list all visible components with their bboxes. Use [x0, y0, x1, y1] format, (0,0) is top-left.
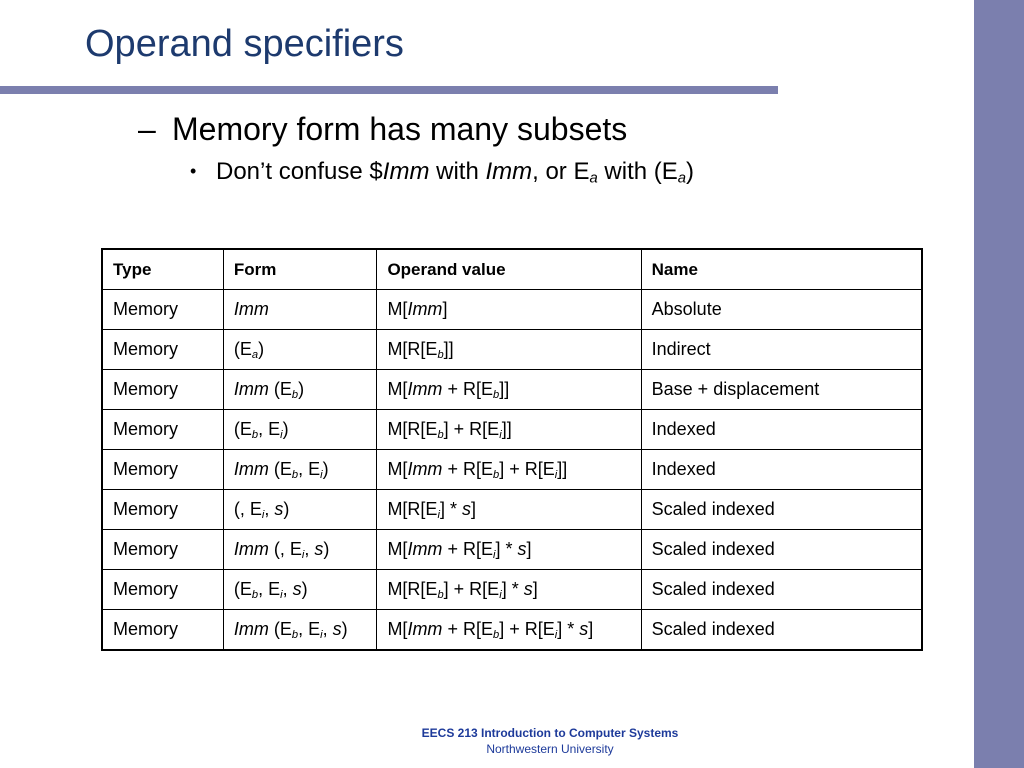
bullet-level-1-text: Memory form has many subsets	[172, 111, 628, 147]
slide-footer	[350, 726, 750, 757]
table-row	[102, 490, 922, 530]
cell-type: Memory	[102, 330, 223, 370]
table-row	[102, 290, 922, 330]
cell-name: Base + displacement	[641, 370, 922, 410]
table-row	[102, 450, 922, 490]
table-row	[102, 570, 922, 610]
side-accent-bar	[974, 0, 1024, 768]
cell-operand-value: $M[R[E_b] + R[E_i] * s]$	[377, 570, 641, 610]
cell-operand-value: $M[R[E_b]]$	[377, 330, 641, 370]
table-row	[102, 410, 922, 450]
cell-operand-value: $M[R[E_b] + R[E_i]]$	[377, 410, 641, 450]
cell-name: Absolute	[641, 290, 922, 330]
cell-form: (, $E_i$, s)	[223, 490, 377, 530]
cell-operand-value: $M[Imm + R[E_b] + R[E_i]]$	[377, 450, 641, 490]
table-header-row	[102, 249, 922, 290]
cell-form: ($E_b$, $E_i$)	[223, 410, 377, 450]
dot-bullet-icon: •	[190, 161, 197, 181]
footer-university: Northwestern University	[486, 741, 614, 756]
cell-operand-value: $M[R[E_i] * s]$	[377, 490, 641, 530]
cell-name: Scaled indexed	[641, 490, 922, 530]
cell-type: Memory	[102, 290, 223, 330]
table-row	[102, 330, 922, 370]
cell-type: Memory	[102, 530, 223, 570]
cell-name: Indexed	[641, 410, 922, 450]
cell-type: Memory	[102, 610, 223, 651]
cell-operand-value: $M[Imm + R[E_i] * s]$	[377, 530, 641, 570]
table-row	[102, 370, 922, 410]
cell-name: Scaled indexed	[641, 570, 922, 610]
bullet-level-1	[138, 110, 627, 148]
cell-form: ($E_b$, $E_i$, s)	[223, 570, 377, 610]
cell-type: Memory	[102, 410, 223, 450]
cell-operand-value: $M[Imm + R[E_b]]$	[377, 370, 641, 410]
bullet-level-2	[190, 158, 694, 187]
cell-type: Memory	[102, 450, 223, 490]
footer-course: EECS 213 Introduction to Computer Systems	[421, 726, 679, 740]
dash-bullet-icon: –	[138, 111, 156, 147]
cell-type: Memory	[102, 490, 223, 530]
cell-name: Indexed	[641, 450, 922, 490]
cell-form: $(E_a)$	[223, 330, 377, 370]
header-type: Type	[102, 249, 223, 290]
table-row	[102, 610, 922, 651]
cell-form: Imm (, $E_i$, s)	[223, 530, 377, 570]
cell-name: Scaled indexed	[641, 610, 922, 651]
cell-name: Scaled indexed	[641, 530, 922, 570]
cell-type: Memory	[102, 370, 223, 410]
cell-form: Imm ($E_b$, $E_i$)	[223, 450, 377, 490]
cell-form: Imm	[223, 290, 377, 330]
cell-form: Imm ($E_b$, $E_i$, s)	[223, 610, 377, 651]
slide-title: Operand specifiers	[85, 23, 404, 65]
cell-operand-value: M[Imm]	[377, 290, 641, 330]
cell-type: Memory	[102, 570, 223, 610]
cell-form: Imm $(E_b)$	[223, 370, 377, 410]
cell-operand-value: $M[Imm + R[E_b] + R[E_i] * s]$	[377, 610, 641, 651]
cell-name: Indirect	[641, 330, 922, 370]
table-row	[102, 530, 922, 570]
header-operand-value: Operand value	[377, 249, 641, 290]
bullet-level-2-text: Don’t confuse $Imm with Imm, or $E_a$ with $(E_a)$	[216, 158, 695, 187]
header-name: Name	[641, 249, 922, 290]
header-form: Form	[223, 249, 377, 290]
operand-specifiers-table	[101, 248, 923, 651]
title-underline	[0, 86, 778, 94]
